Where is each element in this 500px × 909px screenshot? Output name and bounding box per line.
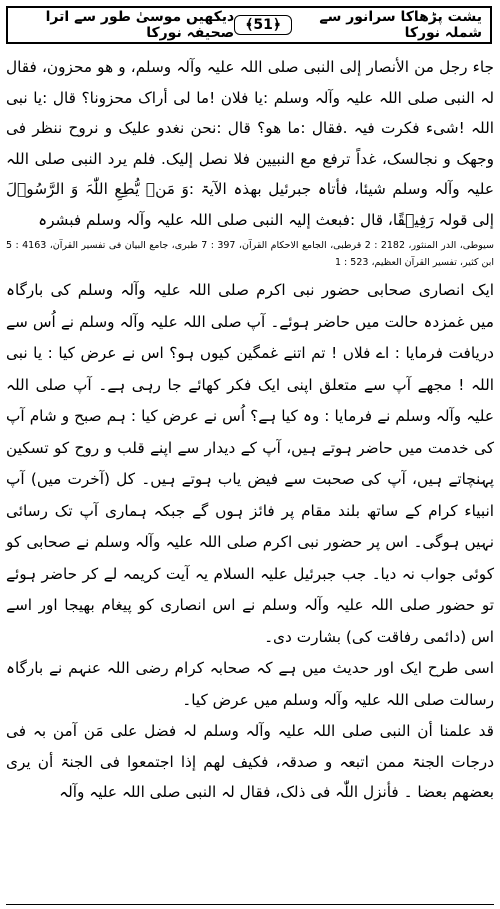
header-right-title: یشت پڑھاکا سرانور سے شملہ نورکا <box>319 9 482 41</box>
page-header <box>6 6 492 44</box>
hadith-references: سیوطی، الدر المنثور، 2182 : 2 قرطبی، الجامع الاحکام القرآن، 397 : 7 طبری، جامع البیان فی تفسیر القرآن، 4163 : 5 ابن کثیر، تفسیر القرآن العظیم، 523 : 1 <box>6 240 494 268</box>
header-left-title: دیکھیں موسیٰ طور سے اترا صحیفہ نورکا <box>45 9 235 41</box>
page-content <box>6 52 494 808</box>
arabic-hadith-text: جاء رجل من الأنصار إلى النبی صلی اللہ علیہ وآلہ وسلم، و ھو محزون، فقال لہ النبی صلی اللہ علیہ وآلہ وسلم :یا فلان !ما لی أراک محزونا؟ قال :یا نبی اللہ !شیء فکرت فیہ .فقال :ما ھو؟ قال :نحن نغدو علیک و نروح ننظر فی وجھک و نجالسک، غداً ترفع مع النبیین فلا نصل إلیک. فلم یرد النبی صلی اللہ علیہ وآلہ وسلم شیئا، فأتاہ جبرئیل بھذہ الآیۃ :وَ مَنۡ یُّطِعِ اللّٰہَ وَ الرَّسُوۡلَ إلی قولہ رَفِیۡقًا، قال :فبعث إلیہ النبی صلی اللہ علیہ وآلہ وسلم فبشرہ <box>6 58 494 229</box>
bottom-divider <box>6 904 494 905</box>
page-number: ﴿51﴾ <box>234 15 292 35</box>
urdu-second-paragraph: اسی طرح ایک اور حدیث میں ہے کہ صحابہ کرام رضی اللہ عنہم نے بارگاہ رسالت صلی اللہ علیہ وآلہ وسلم میں عرض کیا۔ <box>6 659 494 709</box>
arabic-second-hadith: قد علمنا أن النبی صلی اللہ علیہ وآلہ وسلم لہ فضل علی مَن آمن بہ فی درجات الجنۃ ممن اتبعہ و صدقہ، فکیف لھم إذا اجتمعوا فی الجنۃ أن یری بعضھم بعضا ۔ فأنزل اللّٰہ فی ذلک، فقال لہ النبی صلی اللہ علیہ وآلہ <box>6 722 494 801</box>
urdu-translation: ایک انصاری صحابی حضور نبی اکرم صلی اللہ علیہ وآلہ وسلم کی بارگاہ میں غمزدہ حالت میں حاضر ہوئے۔ آپ صلی اللہ علیہ وآلہ وسلم نے اُس سے دریافت فرمایا : اے فلاں ! تم اتنے غمگین کیوں ہو؟ اس نے عرض کیا : یا نبی اللہ ! مجھے آپ سے متعلق اپنی ایک فکر کھائے جا رہی ہے۔ آپ صلی اللہ علیہ وآلہ وسلم نے فرمایا : وہ کیا ہے؟ اُس نے عرض کیا : ہم صبح و شام آپ کی خدمت میں حاضر ہوتے ہیں، آپ کے دیدار سے اپنے قلب و روح کو تسکین پہنچاتے ہیں، آپ کی صحبت سے فیض یاب ہوتے ہیں۔ کل (آخرت میں) آپ انبیاء کرام کے ساتھ بلند مقام پر فائز ہوں گے جبکہ ہماری آپ تک رسائی نہیں ہوگی۔ اس پر حضور نبی اکرم صلی اللہ علیہ وآلہ وسلم نے صحابی کو کوئی جواب نہ دیا۔ جب جبرئیل علیہ السلام یہ آیت کریمہ لے کر حاضر ہوئے تو حضور صلی اللہ علیہ وآلہ وسلم نے اس انصاری کو پیغام بھیجا اور اسے اس (دائمی رفاقت کی) بشارت دی۔ <box>6 281 494 646</box>
